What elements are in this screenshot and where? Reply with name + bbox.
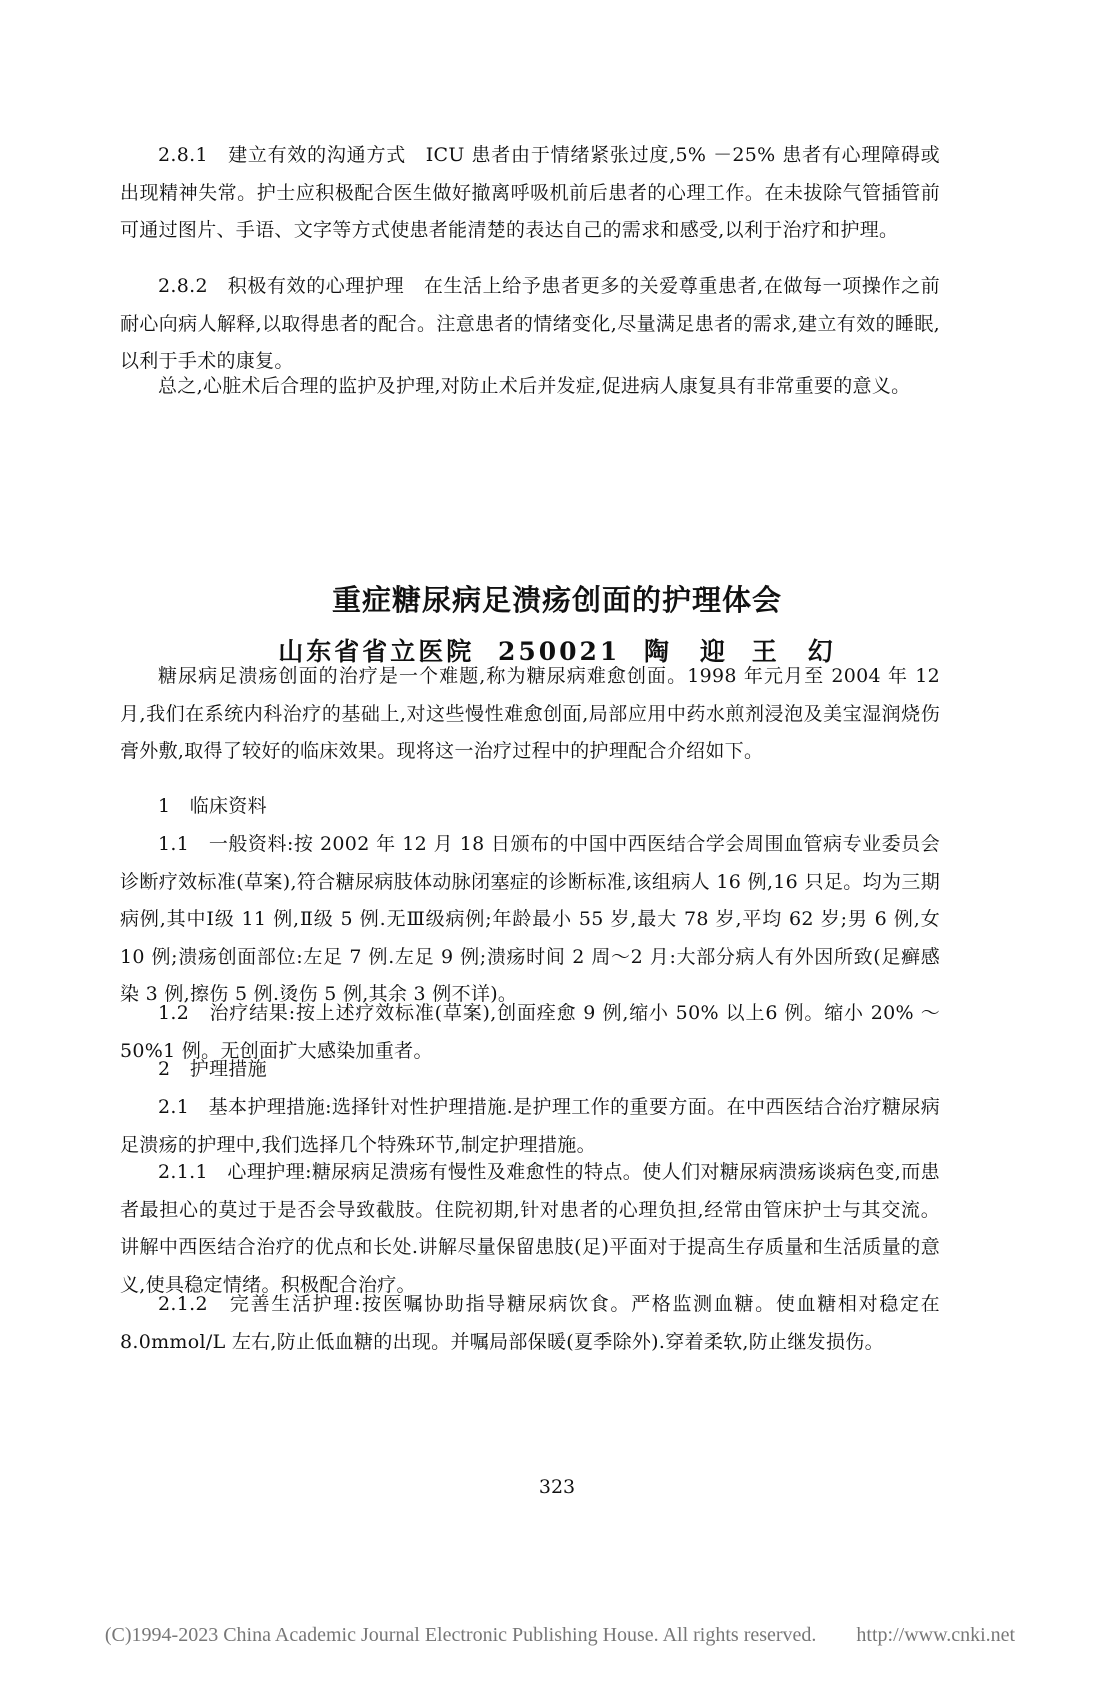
copyright-footer: (C)1994-2023 China Academic Journal Electronic Publishing House. All rights reserved. http://www.cnki.net <box>104 1624 1016 1646</box>
section-heading-2: 2 护理措施 <box>158 1058 267 1080</box>
article-title: 重症糖尿病足溃疡创面的护理体会 <box>331 583 782 617</box>
author-1: 陶 迎 <box>644 637 729 666</box>
paragraph-2-1-1: 2.1.1 心理护理:糖尿病足溃疡有慢性及难愈性的特点。使人们对糖尿病溃疡谈病色变,而患者最担心的莫过于是否会导致截肢。住院初期,针对患者的心理负担,经常由管床护士与其交流。讲解中西医结合治疗的优点和长处.讲解尽量保留患肢(足)平面对于提高生存质量和生活质量的意义,使具稳定情绪。积极配合治疗。 <box>120 1161 940 1296</box>
paragraph-2-1-2: 2.1.2 完善生活护理:按医嘱协助指导糖尿病饮食。严格监测血糖。使血糖相对稳定在 8.0mmol/L 左右,防止低血糖的出现。并嘱局部保暖(夏季除外).穿着柔软,防止继发损伤。 <box>120 1293 940 1353</box>
section-heading-1: 1 临床资料 <box>158 795 267 817</box>
paragraph-2-8-1: 2.8.1 建立有效的沟通方式 ICU 患者由于情绪紧张过度,5% －25% 患者有心理障碍或出现精神失常。护士应积极配合医生做好撤离呼吸机前后患者的心理工作。在未拔除气管插管前可通过图片、手语、文字等方式使患者能清楚的表达自己的需求和感受,以利于治疗和护理。 <box>120 144 940 241</box>
page-number: 323 <box>538 1476 576 1498</box>
paragraph-intro: 糖尿病足溃疡创面的治疗是一个难题,称为糖尿病难愈创面。1998 年元月至 2004 年 12 月,我们在系统内科治疗的基础上,对这些慢性难愈创面,局部应用中药水煎剂浸泡及美宝湿润烧伤膏外敷,取得了较好的临床效果。现将这一治疗过程中的护理配合介绍如下。 <box>120 665 940 762</box>
paragraph-1-1: 1.1 一般资料:按 2002 年 12 月 18 日颁布的中国中西医结合学会周围血管病专业委员会诊断疗效标准(草案),符合糖尿病肢体动脉闭塞症的诊断标准,该组病人 16 例,16 只足。均为三期病例,其中Ⅰ级 11 例,Ⅱ级 5 例.无Ⅲ级病例;年龄最小 55 岁,最大 78 岁,平均 62 岁;男 6 例,女 10 例;溃疡创面部位:左足 7 例.左足 9 例;溃疡时间 2 周～2 月:大部分病人有外因所致(足癣感染 3 例,擦伤 5 例.烫伤 5 例,其余 3 例不详)。 <box>120 833 940 1005</box>
paragraph-conclusion: 总之,心脏术后合理的监护及护理,对防止术后并发症,促进病人康复具有非常重要的意义。 <box>158 375 911 397</box>
postcode: 250021 <box>497 637 621 666</box>
author-2: 王 幻 <box>751 637 836 666</box>
paragraph-2-1: 2.1 基本护理措施:选择针对性护理措施.是护理工作的重要方面。在中西医结合治疗糖尿病足溃疡的护理中,我们选择几个特殊环节,制定护理措施。 <box>120 1096 940 1156</box>
paragraph-1-2: 1.2 治疗结果:按上述疗效标准(草案),创面痊愈 9 例,缩小 50% 以上6 例。缩小 20% ～50%1 例。无创面扩大感染加重者。 <box>120 1002 940 1062</box>
paragraph-2-8-2: 2.8.2 积极有效的心理护理 在生活上给予患者更多的关爱尊重患者,在做每一项操作之前耐心向病人解释,以取得患者的配合。注意患者的情绪变化,尽量满足患者的需求,建立有效的睡眠,以利于手术的康复。 <box>120 275 940 372</box>
affiliation: 山东省省立医院 <box>278 637 475 666</box>
